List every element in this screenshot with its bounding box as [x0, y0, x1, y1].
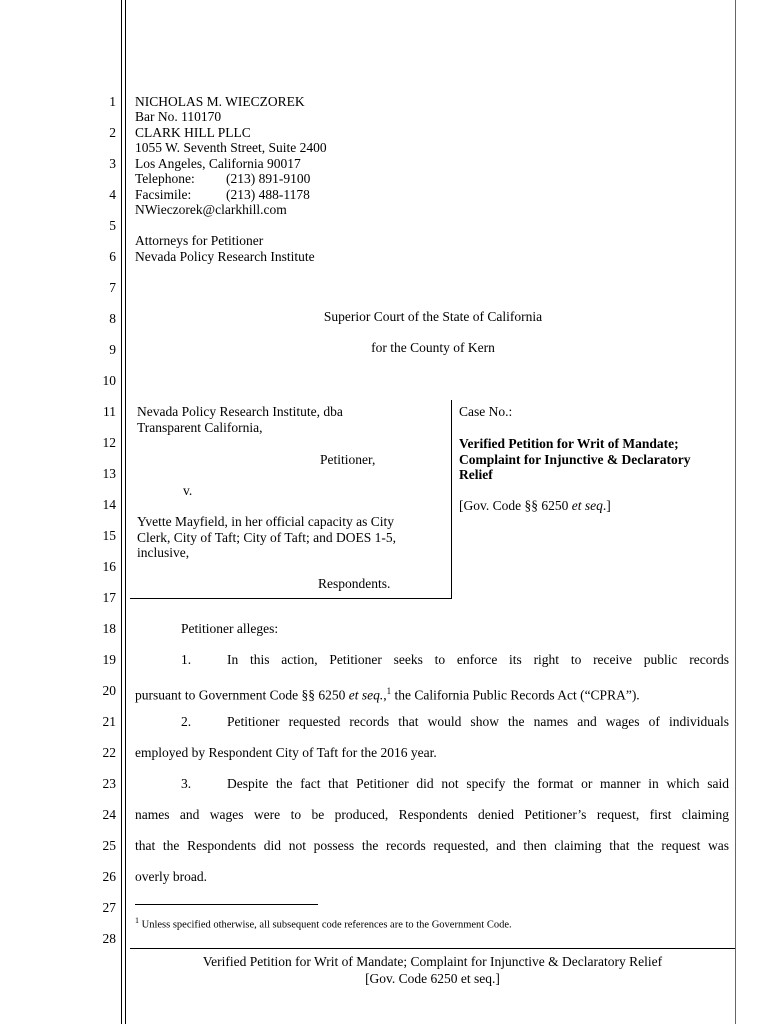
left-margin-rule-inner: [125, 0, 126, 1024]
intro-line: Petitioner alleges:: [181, 621, 279, 636]
line-number: 8: [109, 311, 116, 326]
line-number: 5: [109, 218, 116, 233]
paragraph-number: 1.: [181, 652, 192, 667]
line-number: 26: [102, 869, 116, 884]
paragraph-text: Petitioner requested records that would show the names and wages of individuals: [227, 714, 729, 729]
line-number: 25: [102, 838, 116, 853]
gov-code-citation: [Gov. Code §§ 6250 et seq.]: [459, 498, 611, 513]
line-number: 24: [102, 807, 116, 822]
footnote: $^1$ Unless specified otherwise, all subsequent code references are to the Government Code.: [135, 916, 512, 931]
petitioner-name-line1: Nevada Policy Research Institute, dba: [137, 404, 343, 419]
line-number: 23: [102, 776, 116, 791]
line-number: 10: [102, 373, 116, 388]
client-name: Nevada Policy Research Institute: [135, 249, 315, 264]
footnote-separator: [135, 904, 318, 905]
bar-number: Bar No. 110170: [135, 109, 222, 124]
footer-title: Verified Petition for Writ of Mandate; Complaint for Injunctive & Declaratory Relief: [202, 954, 663, 969]
attorney-name: NICHOLAS M. WIECZOREK: [135, 94, 305, 109]
line-number: 27: [102, 900, 116, 915]
court-name: Superior Court of the State of California: [323, 309, 543, 324]
line-number: 18: [102, 621, 116, 636]
respondent-name-line2: Clerk, City of Taft; City of Taft; and DOES 1-5,: [137, 530, 396, 545]
line-number: 4: [109, 187, 116, 202]
city-address: Los Angeles, California 90017: [135, 156, 301, 171]
fax-label: Facsimile:: [135, 187, 192, 202]
street-address: 1055 W. Seventh Street, Suite 2400: [135, 140, 327, 155]
fax-number: (213) 488-1178: [226, 187, 310, 202]
petitioner-role: Petitioner,: [320, 452, 376, 467]
line-number: 7: [109, 280, 116, 295]
document-title-line1: Verified Petition for Writ of Mandate;: [459, 436, 679, 451]
line-number: 6: [109, 249, 116, 264]
left-margin-rule: [121, 0, 122, 1024]
footer-rule: [130, 948, 735, 949]
respondent-role: Respondents.: [318, 576, 391, 591]
paragraph-text: Despite the fact that Petitioner did not specify the format or manner in which said: [227, 776, 729, 791]
versus: v.: [183, 483, 193, 498]
firm-name: CLARK HILL PLLC: [135, 125, 251, 140]
respondent-name-line1: Yvette Mayfield, in her official capacity as City: [137, 514, 395, 529]
caption-divider: [451, 400, 452, 599]
paragraph-text: pursuant to Government Code §§ 6250 et seq.,$^1$ the California Public Records Act (“CPRA”).: [135, 686, 640, 703]
document-title-line2: Complaint for Injunctive & Declaratory: [459, 452, 691, 467]
paragraph-number: 3.: [181, 776, 192, 791]
respondent-name-line3: inclusive,: [137, 545, 190, 560]
paragraph-text: overly broad.: [135, 869, 207, 884]
line-number: 20: [102, 683, 116, 698]
caption-bottom-rule: [130, 598, 452, 599]
line-number: 19: [102, 652, 116, 667]
telephone-label: Telephone:: [135, 171, 195, 186]
attorneys-for: Attorneys for Petitioner: [135, 233, 264, 248]
right-margin-rule: [735, 0, 736, 1024]
paragraph-text: In this action, Petitioner seeks to enforce its right to receive public records: [227, 652, 729, 667]
paragraph-number: 2.: [181, 714, 192, 729]
court-county: for the County of Kern: [371, 340, 495, 355]
line-number: 1: [109, 94, 116, 109]
footnote-reference[interactable]: 1: [386, 686, 392, 696]
line-number: 14: [102, 497, 116, 512]
paragraph-text: employed by Respondent City of Taft for the 2016 year.: [135, 745, 437, 760]
line-number: 13: [102, 466, 116, 481]
petitioner-name-line2: Transparent California,: [137, 420, 263, 435]
line-number: 3: [109, 156, 116, 171]
line-number: 12: [102, 435, 116, 450]
email-address[interactable]: NWieczorek@clarkhill.com: [135, 202, 287, 217]
line-number: 28: [102, 931, 116, 946]
telephone-number: (213) 891-9100: [226, 171, 311, 186]
paragraph-text: names and wages were to be produced, Respondents denied Petitioner’s request, first claiming: [135, 807, 729, 822]
case-number-label: Case No.:: [459, 404, 513, 419]
line-number: 16: [102, 559, 116, 574]
line-number: 2: [109, 125, 116, 140]
line-number: 9: [109, 342, 116, 357]
footer-citation: [Gov. Code 6250 et seq.]: [365, 971, 500, 986]
line-number: 11: [103, 404, 116, 419]
line-number: 17: [102, 590, 116, 605]
line-number: 15: [102, 528, 116, 543]
line-number: 21: [102, 714, 116, 729]
document-title-line3: Relief: [459, 467, 493, 482]
line-number: 22: [102, 745, 116, 760]
paragraph-text: that the Respondents did not possess the records requested, and then claiming that the request was: [135, 838, 729, 853]
